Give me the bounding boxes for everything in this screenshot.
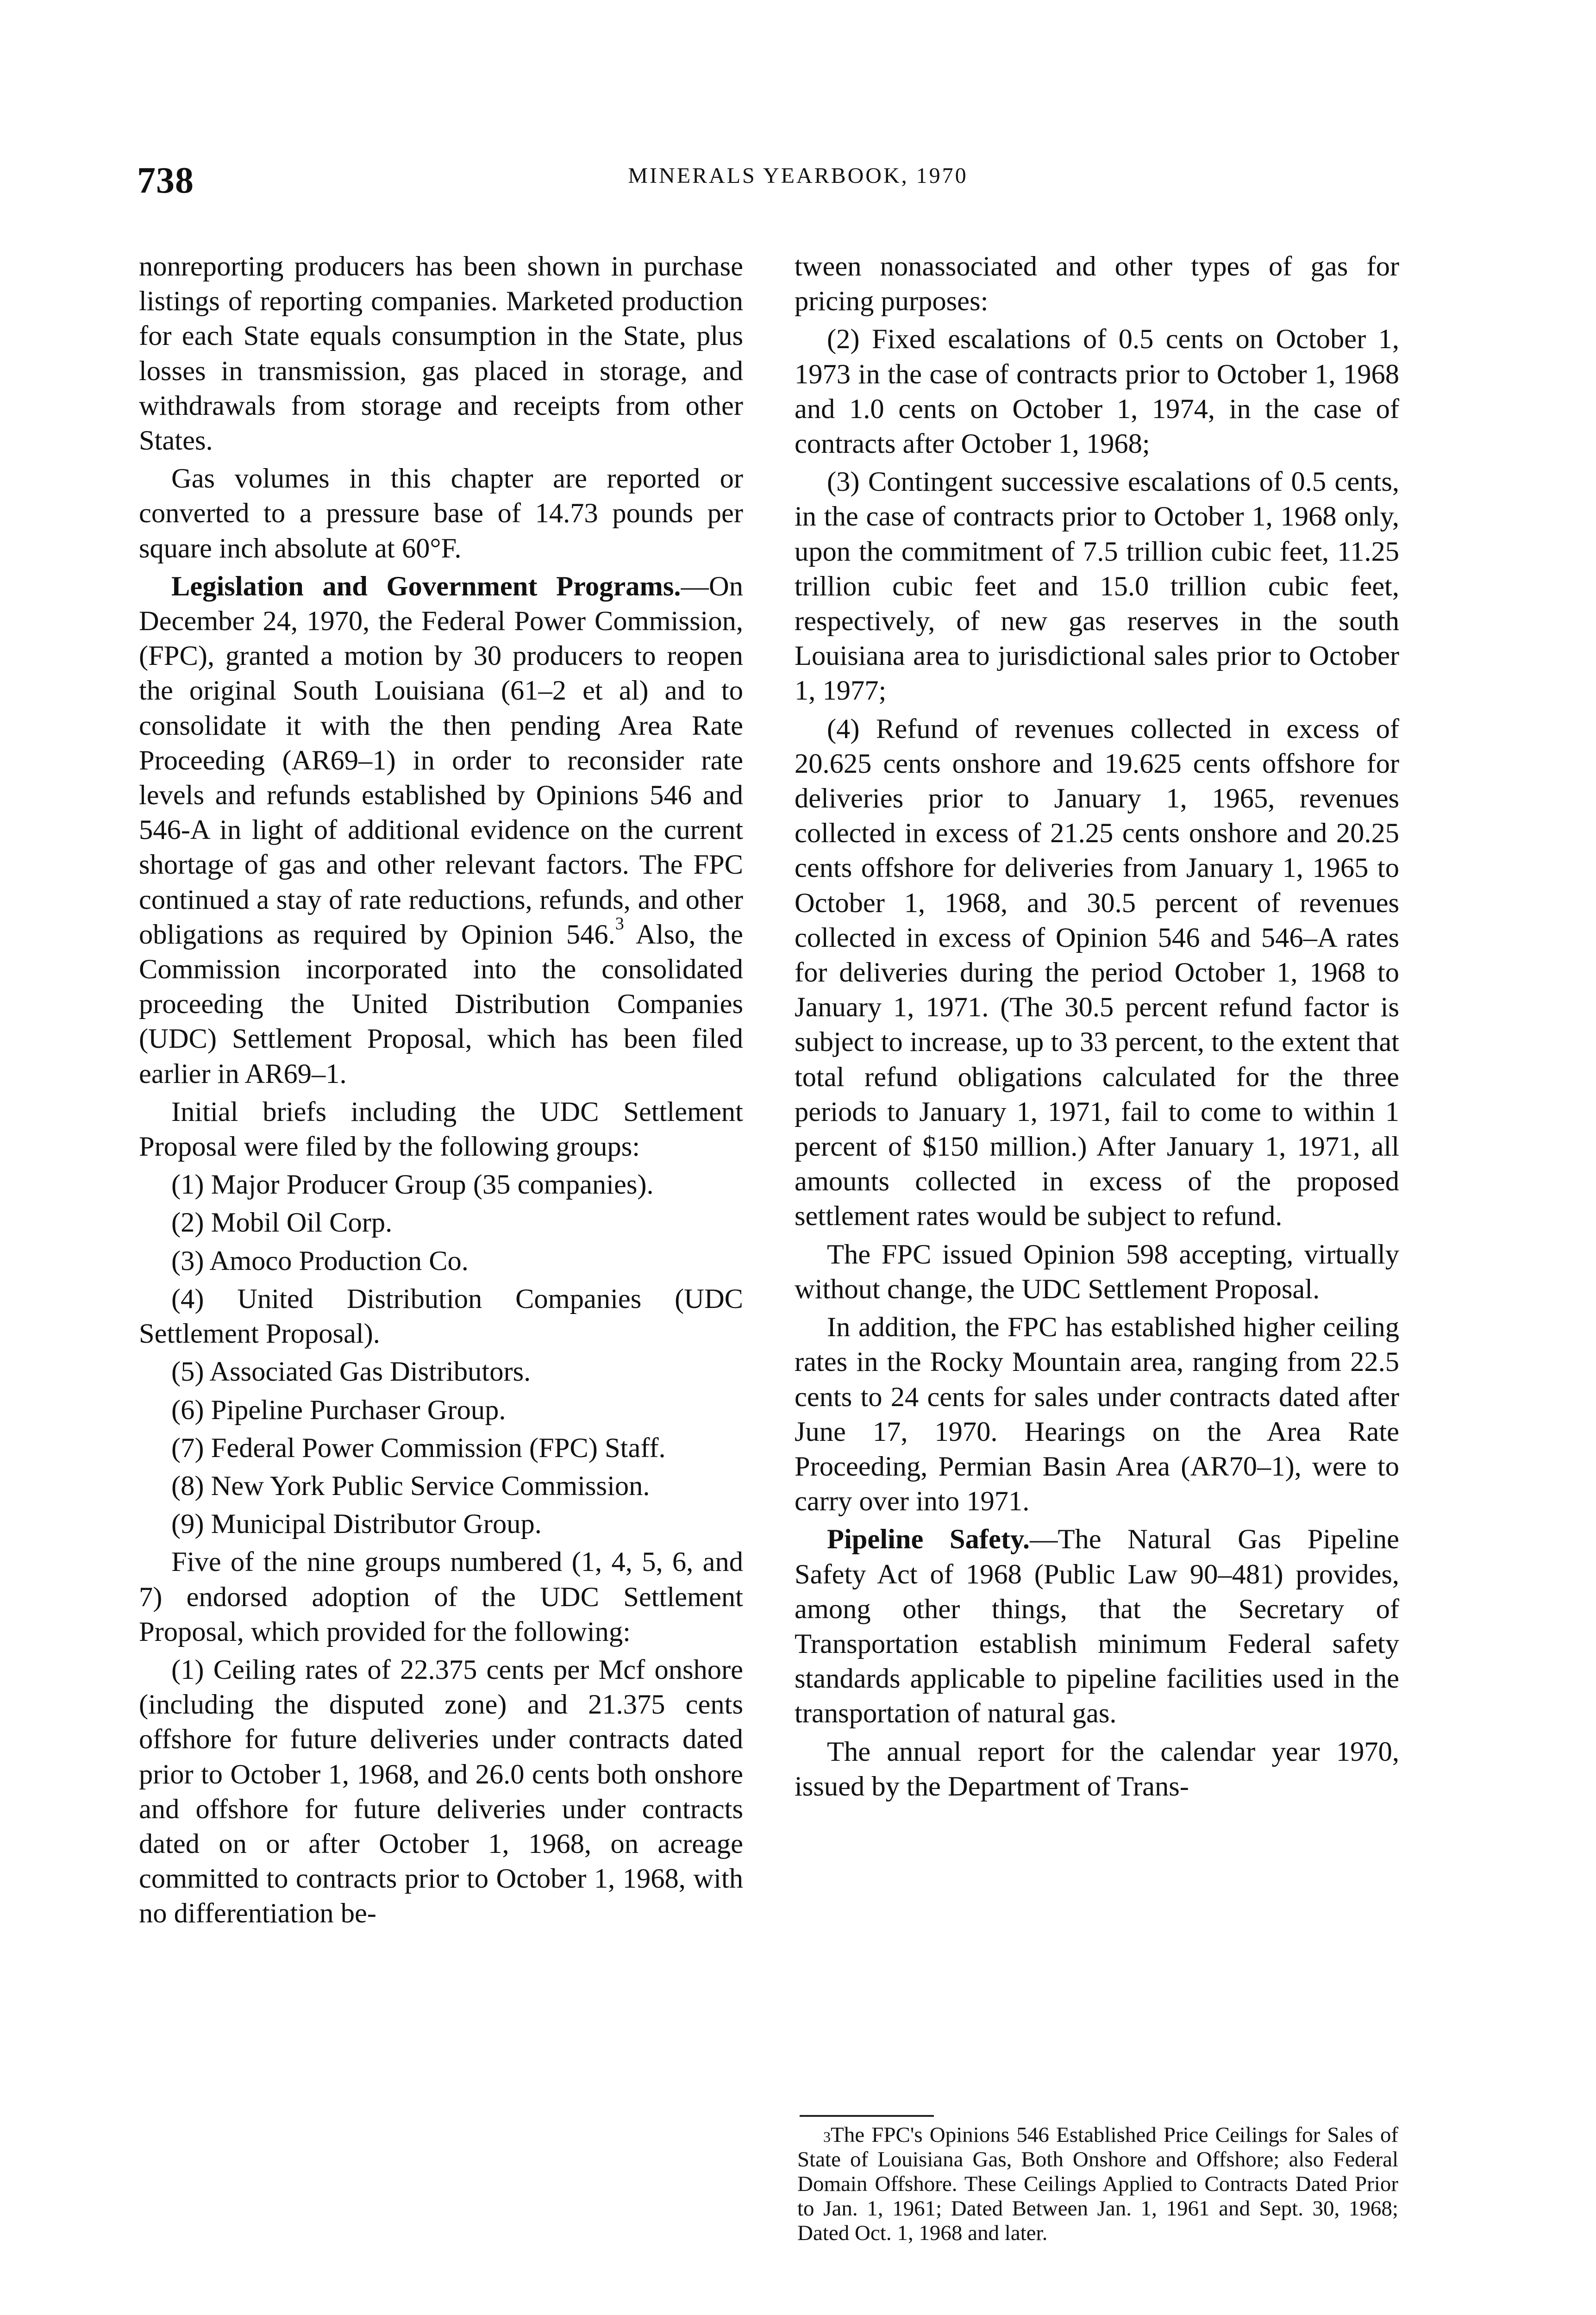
paragraph: Five of the nine groups numbered (1, 4, 5, 6, and 7) endorsed adoption of the UDC Settlement Proposal, which provided for the following:: [139, 1546, 743, 1647]
left-column: [139, 249, 743, 1934]
list-item: (7) Federal Power Commission (FPC) Staff.: [171, 1432, 666, 1464]
footnote-mark: 3: [823, 2128, 831, 2145]
list-item: (2) Mobil Oil Corp.: [171, 1207, 393, 1239]
paragraph-text: —On December 24, 1970, the Federal Power Commission, (FPC), granted a motion by 30 producers to reopen the original South Louisiana (61–2 et al) and to consolidate it with the then pending Area Rate Proceeding (AR69–1) in order to reconsider rate levels and refunds established by Opinions 546 and 546-A in light of additional evidence on the current shortage of gas and other relevant factors. The FPC continued a stay of rate reductions, refunds, and other obligations as required by Opinion 546.: [139, 570, 743, 950]
list-item: (5) Associated Gas Distributors.: [171, 1356, 531, 1388]
running-head: MINERALS YEARBOOK, 1970: [628, 163, 968, 188]
paragraph: (4) Refund of revenues collected in excess of 20.625 cents onshore and 19.625 cents offshore for deliveries prior to January 1, 1965, revenues collected in excess of 21.25 cents onshore and 20.25 cents offshore for deliveries from January 1, 1965 to October 1, 1968, and 30.5 percent of revenues collected in excess of Opinion 546 and 546–A rates for deliveries during the period October 1, 1968 to January 1, 1971. (The 30.5 percent refund factor is subject to increase, up to 33 percent, to the extent that total refund obligations calculated for the three periods to January 1, 1971, fail to come to within 1 percent of $150 million.) After January 1, 1971, all amounts collected in excess of the proposed settlement rates would be subject to refund.: [795, 713, 1399, 1232]
paragraph-text: —The Natural Gas Pipeline Safety Act of 1968 (Public Law 90–481) provides, among other things, that the Secretary of Transportation establish minimum Federal safety standards applicable to pipeline facilities used in the transportation of natural gas.: [795, 1524, 1399, 1729]
paragraph: (3) Contingent successive escalations of 0.5 cents, in the case of contracts prior to October 1, 1968 only, upon the commitment of 7.5 trillion cubic feet, 11.25 trillion cubic feet and 15.0 trillion cubic feet, respectively, of new gas reserves in the south Louisiana area to jurisdictional sales prior to October 1, 1977;: [795, 466, 1399, 707]
paragraph: tween nonassociated and other types of gas for pricing purposes:: [795, 251, 1399, 317]
section-heading: Pipeline Safety.: [827, 1524, 1030, 1555]
footnote-divider: [800, 2115, 934, 2117]
paragraph: (2) Fixed escalations of 0.5 cents on October 1, 1973 in the case of contracts prior to October 1, 1968 and 1.0 cents on October 1, 1974, in the case of contracts after October 1, 1968;: [795, 324, 1399, 460]
list-item: (1) Major Producer Group (35 companies).: [171, 1169, 654, 1201]
page-number: 738: [137, 160, 194, 201]
paragraph-text: Also, the Commission incorporated into the consolidated proceeding the United Distribution Companies (UDC) Settlement Proposal, which has been filed earlier in AR69–1.: [139, 919, 743, 1089]
right-column: [795, 249, 1399, 1807]
paragraph: The annual report for the calendar year 1970, issued by the Department of Trans-: [795, 1736, 1399, 1802]
footnote-text: The FPC's Opinions 546 Established Price Ceilings for Sales of State of Louisiana Gas, Both Onshore and Offshore; also Federal Domain Offshore. These Ceilings Applied to Contracts Dated Prior to Jan. 1, 1961; Dated Between Jan. 1, 1961 and Sept. 30, 1968; Dated Oct. 1, 1968 and later.: [797, 2123, 1398, 2245]
paragraph: [795, 1522, 1399, 1731]
list-item: (4) United Distribution Companies (UDC Settlement Proposal).: [139, 1283, 743, 1350]
paragraph: In addition, the FPC has established higher ceiling rates in the Rocky Mountain area, ranging from 22.5 cents to 24 cents for sales under contracts dated after June 17, 1970. Hearings on the Area Rate Proceeding, Permian Basin Area (AR70–1), were to carry over into 1971.: [795, 1312, 1399, 1517]
section-heading: Legislation and Government Programs.: [171, 570, 681, 602]
paragraph: [139, 569, 743, 1091]
list-item: (8) New York Public Service Commission.: [171, 1470, 650, 1502]
paragraph: Gas volumes in this chapter are reported or converted to a pressure base of 14.73 pounds per square inch absolute at 60°F.: [139, 463, 743, 564]
footnote: [797, 2123, 1398, 2246]
list-item: (6) Pipeline Purchaser Group.: [171, 1394, 506, 1426]
paragraph: The FPC issued Opinion 598 accepting, virtually without change, the UDC Settlement Proposal.: [795, 1239, 1399, 1305]
paragraph: (1) Ceiling rates of 22.375 cents per Mcf onshore (including the disputed zone) and 21.375 cents offshore for future deliveries under contracts dated prior to October 1, 1968, and 26.0 cents both onshore and offshore for future deliveries under contracts dated on or after October 1, 1968, on acreage committed to contracts prior to October 1, 1968, with no differentiation be-: [139, 1654, 743, 1929]
footnote-reference: 3: [615, 913, 624, 933]
paragraph: nonreporting producers has been shown in purchase listings of reporting companies. Marketed production for each State equals consumption in the State, plus losses in transmission, gas placed in storage, and withdrawals from storage and receipts from other States.: [139, 251, 743, 457]
list-item: (3) Amoco Production Co.: [171, 1245, 469, 1276]
paragraph: Initial briefs including the UDC Settlement Proposal were filed by the following groups:: [139, 1096, 743, 1163]
list-item: (9) Municipal Distributor Group.: [171, 1508, 542, 1540]
